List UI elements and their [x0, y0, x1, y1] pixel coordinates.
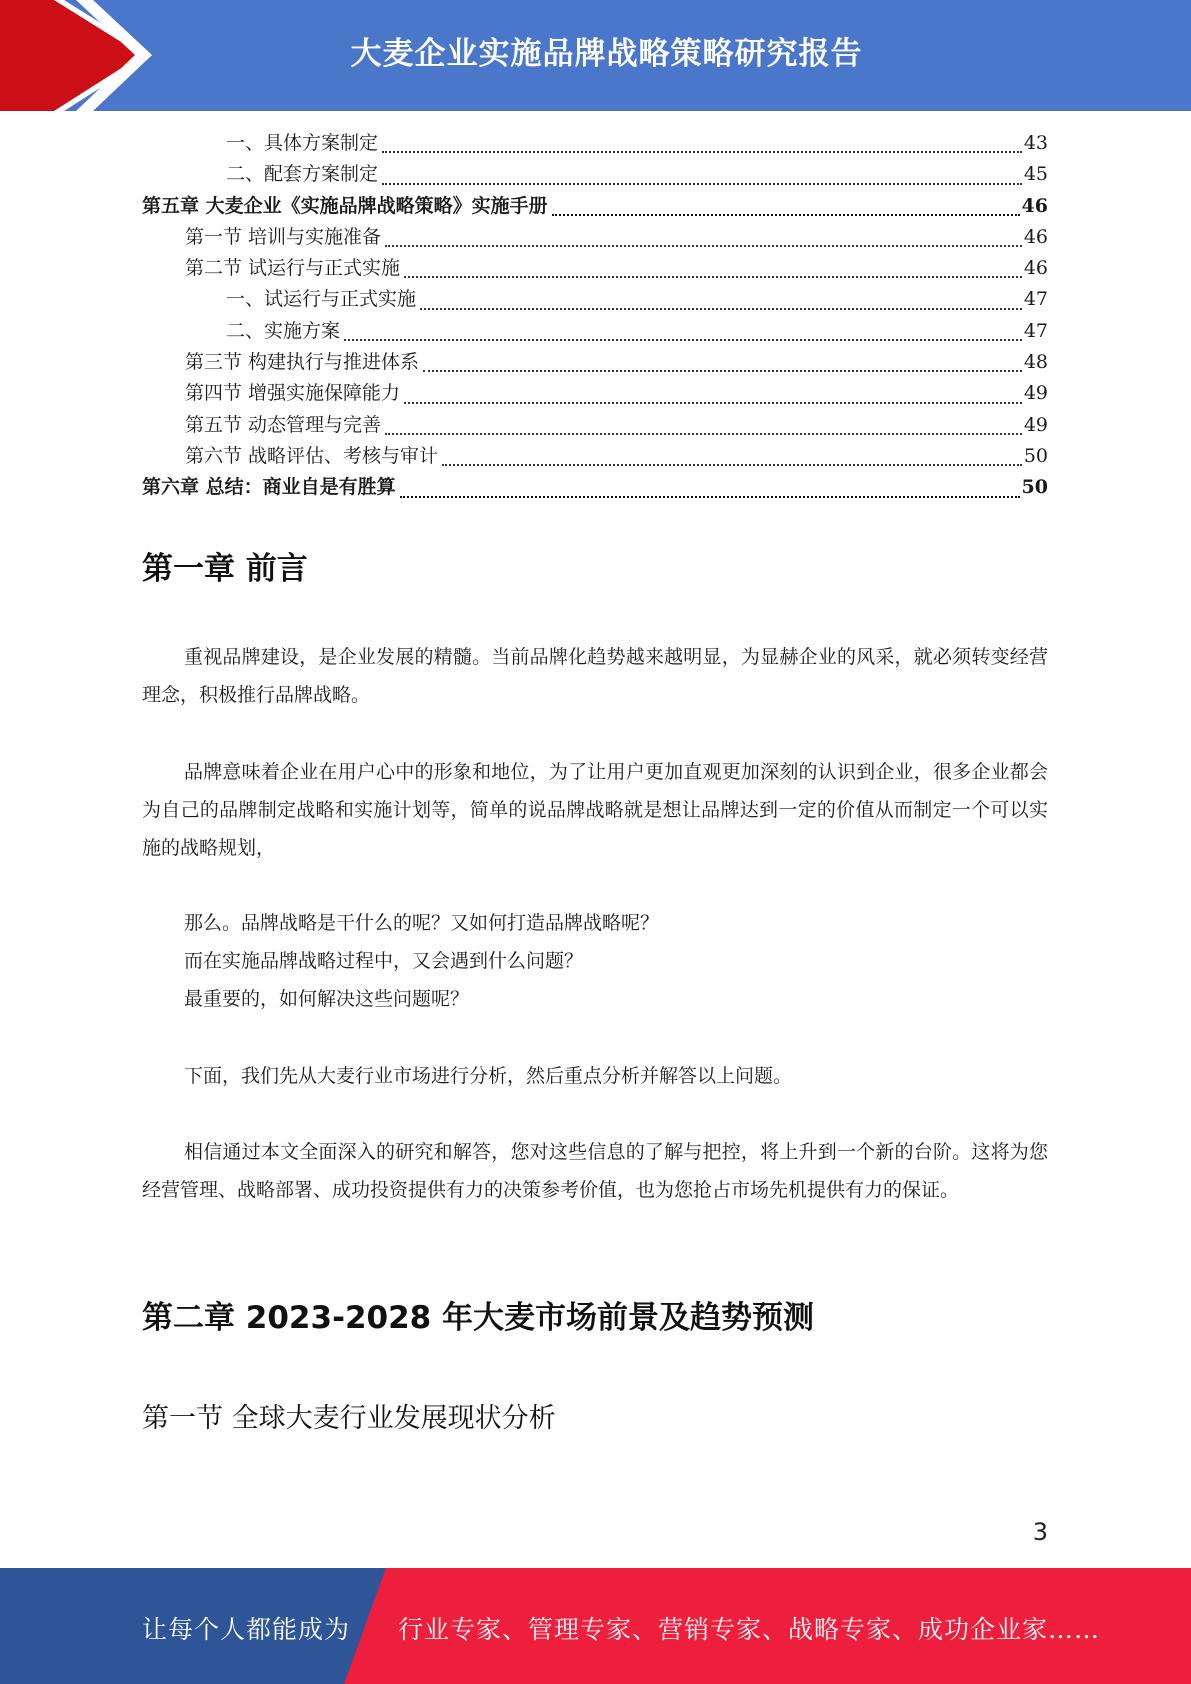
table-of-contents	[142, 128, 1048, 504]
toc-entry[interactable]	[142, 472, 1048, 503]
toc-entry-text: 二、实施方案	[226, 319, 341, 342]
toc-leader	[404, 402, 1022, 404]
chapter-1-paragraph-2: 品牌意味着企业在用户心中的形象和地位，为了让用户更加直观更加深刻的认识到企业，很多企业都会为自己的品牌制定战略和实施计划等，简单的说品牌战略就是想让品牌达到一定的价值从而制定一个可以实施的战略规划，	[142, 761, 1048, 859]
report-title: 大麦企业实施品牌战略策略研究报告	[350, 36, 863, 72]
toc-entry[interactable]	[142, 128, 1048, 159]
toc-entry-page: 49	[1023, 413, 1048, 436]
toc-leader	[400, 496, 1020, 498]
toc-leader	[404, 276, 1022, 278]
toc-leader	[385, 245, 1022, 247]
toc-entry[interactable]	[142, 284, 1048, 315]
chapter-1-paragraph-4: 相信通过本文全面深入的研究和解答，您对这些信息的了解与把控，将上升到一个新的台阶。这将为您经营管理、战略部署、成功投资提供有力的决策参考价值，也为您抢占市场先机提供有力的保证。	[142, 1141, 1048, 1201]
toc-entry-page: 49	[1023, 382, 1048, 405]
chapter-1-question-2: 而在实施品牌战略过程中，又会遇到什么问题？	[184, 950, 584, 972]
toc-entry-text: 第五章 大麦企业《实施品牌战略策略》实施手册	[142, 194, 548, 217]
toc-entry-page: 46	[1023, 225, 1048, 248]
toc-entry-text: 第一节 培训与实施准备	[185, 225, 382, 248]
toc-entry[interactable]	[142, 378, 1048, 409]
toc-entry-text: 第六章 总结：商业自是有胜算	[142, 476, 396, 499]
chapter-1-question-1: 那么。品牌战略是干什么的呢？又如何打造品牌战略呢？	[184, 912, 660, 934]
page-footer	[0, 1568, 1191, 1684]
toc-entry-text: 第三节 构建执行与推进体系	[185, 351, 420, 374]
chapter-1-heading: 第一章 前言	[142, 551, 308, 587]
toc-leader	[344, 339, 1022, 341]
footer-slogan-left: 让每个人都能成为	[142, 1615, 351, 1644]
toc-entry-page: 47	[1023, 319, 1048, 342]
toc-leader	[442, 464, 1022, 466]
toc-entry-page: 43	[1023, 132, 1048, 154]
toc-entry[interactable]	[142, 222, 1048, 253]
toc-leader	[385, 433, 1022, 435]
toc-entry[interactable]	[142, 253, 1048, 284]
toc-leader	[382, 183, 1022, 185]
toc-entry[interactable]	[142, 347, 1048, 378]
chapter-1-paragraph-3: 下面，我们先从大麦行业市场进行分析，然后重点分析并解答以上问题。	[184, 1065, 793, 1087]
toc-leader	[420, 308, 1022, 310]
chapter-1-question-3: 最重要的，如何解决这些问题呢？	[184, 988, 470, 1010]
chapter-2-heading: 第二章 2023-2028 年大麦市场前景及趋势预测	[142, 1300, 815, 1336]
toc-entry-page: 50	[1021, 476, 1048, 499]
toc-entry-page: 46	[1023, 257, 1048, 280]
toc-entry-text: 一、试运行与正式实施	[226, 288, 417, 311]
toc-entry[interactable]	[142, 316, 1048, 347]
toc-leader	[552, 214, 1020, 216]
chapter-2-section-1-heading: 第一节 全球大麦行业发展现状分析	[142, 1403, 556, 1434]
toc-entry-text: 第二节 试运行与正式实施	[185, 257, 401, 280]
toc-leader	[423, 370, 1022, 372]
toc-entry-page: 45	[1023, 163, 1048, 186]
page-header	[0, 0, 1191, 111]
toc-entry[interactable]	[142, 410, 1048, 441]
toc-entry-page: 48	[1023, 351, 1048, 374]
toc-entry[interactable]	[142, 441, 1048, 472]
toc-entry-text: 第五节 动态管理与完善	[185, 413, 382, 436]
toc-entry[interactable]	[142, 191, 1048, 222]
toc-entry-text: 一、具体方案制定	[226, 132, 379, 154]
page-number: 3	[1032, 1518, 1048, 1546]
toc-entry-text: 二、配套方案制定	[226, 163, 379, 186]
toc-entry-text: 第六节 战略评估、考核与审计	[185, 444, 439, 467]
toc-leader	[382, 151, 1022, 153]
toc-entry-page: 46	[1021, 194, 1048, 217]
toc-entry-text: 第四节 增强实施保障能力	[185, 382, 401, 405]
toc-entry[interactable]	[142, 159, 1048, 190]
chapter-1-paragraph-1: 重视品牌建设，是企业发展的精髓。当前品牌化趋势越来越明显，为显赫企业的风采，就必须转变经营理念，积极推行品牌战略。	[142, 646, 1048, 706]
toc-entry-page: 47	[1023, 288, 1048, 311]
toc-entry-page: 50	[1023, 444, 1048, 467]
footer-slogan-right: 行业专家、管理专家、营销专家、战略专家、成功企业家……	[398, 1615, 1101, 1644]
